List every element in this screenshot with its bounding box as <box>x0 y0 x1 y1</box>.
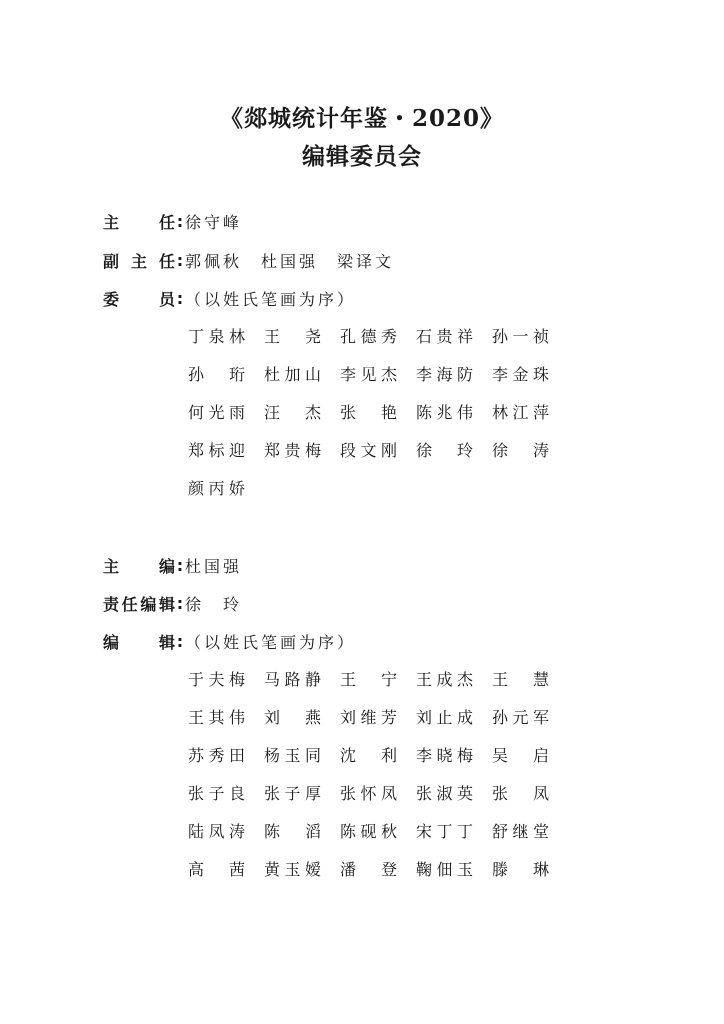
editor-name: 张 怀 凤 <box>340 784 397 803</box>
committee-title: 编辑委员会 <box>302 143 422 170</box>
editors-label: 编 辑 <box>103 632 175 652</box>
editor-name: 王 其 伟 <box>188 708 245 727</box>
editor-name: 吴 启 <box>492 746 549 765</box>
responsible-editor-row: 责 任 编 辑 : 徐 玲 <box>103 593 243 614</box>
member-name: 杜 加 山 <box>264 365 321 384</box>
editor-name: 马 路 静 <box>264 670 321 689</box>
editor-name: 刘 燕 <box>264 708 321 727</box>
editor-name: 沈 利 <box>340 746 397 765</box>
member-name: 孙 一 祯 <box>492 327 549 346</box>
editor-name: 滕 琳 <box>492 860 549 879</box>
editor-name: 刘 止 成 <box>416 708 473 727</box>
chief-editor-label: 主 编 <box>103 556 175 576</box>
editor-name: 孙 元 军 <box>492 708 549 727</box>
member-name: 徐 涛 <box>492 441 549 460</box>
editor-name: 张 子 良 <box>188 784 245 803</box>
member-name: 孔 德 秀 <box>340 327 397 346</box>
yearbook-title: 《郯城统计年鉴・2020》 <box>219 105 504 132</box>
chief-editor-row: 主 编 : 杜国强 <box>103 555 243 576</box>
editor-name: 舒 继 堂 <box>492 822 549 841</box>
editor-name: 张 凤 <box>492 784 549 803</box>
members-list <box>188 324 568 514</box>
member-name: 孙 珩 <box>188 365 245 384</box>
editor-name: 陈 砚 秋 <box>340 822 397 841</box>
member-name: 陈 兆 伟 <box>416 403 473 422</box>
vice-director-names: 郭佩秋 杜国强 梁译文 <box>185 251 395 271</box>
member-name: 林 江 萍 <box>492 403 549 422</box>
member-name: 颜 丙 娇 <box>188 479 245 498</box>
member-name: 段 文 刚 <box>340 441 397 460</box>
member-name: 丁 泉 林 <box>188 327 245 346</box>
responsible-editor-name: 徐 玲 <box>185 594 243 614</box>
editors-order-note: （以姓氏笔画为序） <box>185 632 357 652</box>
editor-name: 王 成 杰 <box>416 670 473 689</box>
editors-row: 编 辑 : （以姓氏笔画为序） <box>103 631 357 652</box>
editor-name: 陈 滔 <box>264 822 321 841</box>
editor-name: 于 夫 梅 <box>188 670 245 689</box>
editor-name: 王 慧 <box>492 670 549 689</box>
editor-name: 高 茜 <box>188 860 245 879</box>
editor-name: 鞠 佃 玉 <box>416 860 473 879</box>
chief-editor-name: 杜国强 <box>185 556 243 576</box>
members-label: 委 员 <box>103 289 175 309</box>
editor-name: 刘 维 芳 <box>340 708 397 727</box>
editor-name: 宋 丁 丁 <box>416 822 473 841</box>
director-name: 徐守峰 <box>185 212 243 232</box>
director-label: 主 任 <box>103 212 175 232</box>
member-name: 郑 标 迎 <box>188 441 245 460</box>
editor-name: 潘 登 <box>340 860 397 879</box>
editor-name: 杨 玉 同 <box>264 746 321 765</box>
member-name: 郑 贵 梅 <box>264 441 321 460</box>
editor-name: 李 晓 梅 <box>416 746 473 765</box>
members-row: 委 员 : （以姓氏笔画为序） <box>103 288 357 309</box>
member-name: 汪 杰 <box>264 403 321 422</box>
responsible-editor-label: 责 任 编 辑 <box>103 594 175 614</box>
editor-name: 黄 玉 嫒 <box>264 860 321 879</box>
member-name: 王 尧 <box>264 327 321 346</box>
director-row: 主 任 : 徐守峰 <box>103 211 243 232</box>
editor-name: 苏 秀 田 <box>188 746 245 765</box>
member-name: 石 贵 祥 <box>416 327 473 346</box>
vice-director-label: 副 主 任 <box>103 251 175 271</box>
editors-list <box>188 667 568 895</box>
member-name: 张 艳 <box>340 403 397 422</box>
member-name: 徐 玲 <box>416 441 473 460</box>
member-name: 何 光 雨 <box>188 403 245 422</box>
member-name: 李 金 珠 <box>492 365 549 384</box>
editor-name: 张 子 厚 <box>264 784 321 803</box>
member-name: 李 海 防 <box>416 365 473 384</box>
members-order-note: （以姓氏笔画为序） <box>185 289 357 309</box>
editor-name: 陆 凤 涛 <box>188 822 245 841</box>
editor-name: 张 淑 英 <box>416 784 473 803</box>
member-name: 李 见 杰 <box>340 365 397 384</box>
editor-name: 王 宁 <box>340 670 397 689</box>
vice-director-row: 副 主 任 : 郭佩秋 杜国强 梁译文 <box>103 250 395 271</box>
